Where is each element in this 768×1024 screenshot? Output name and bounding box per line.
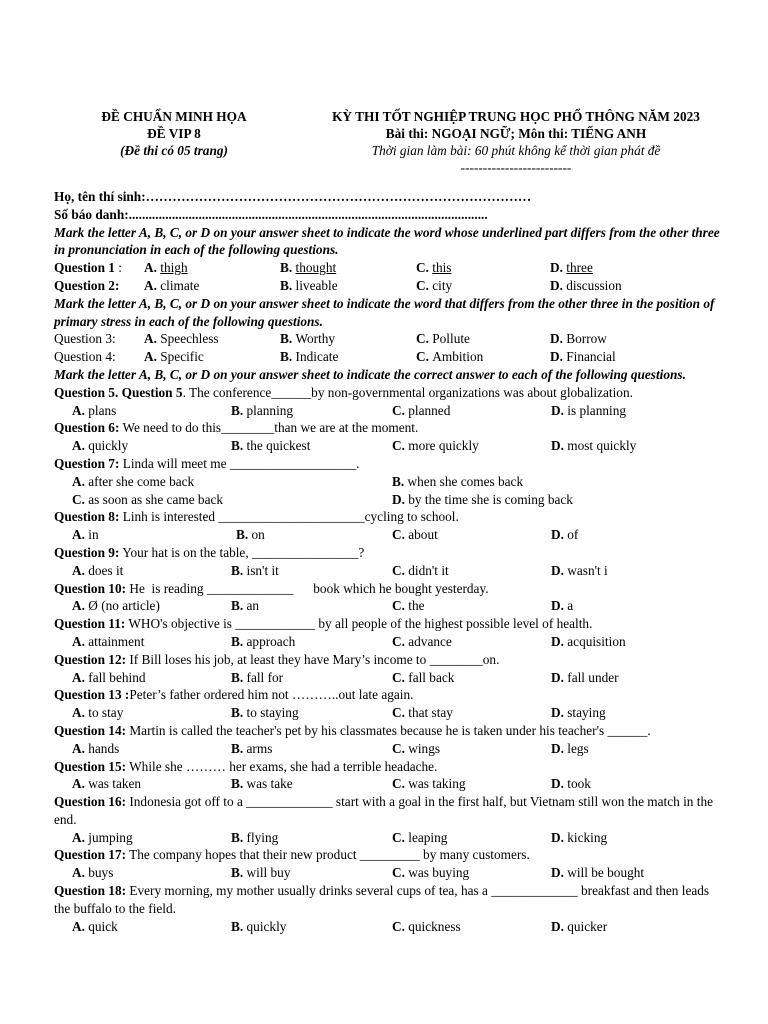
q8-d-letter: D. bbox=[551, 527, 564, 543]
q12-d-letter: D. bbox=[551, 669, 564, 685]
q8-b-letter: B. bbox=[236, 527, 249, 543]
q4-a-word: Specific bbox=[160, 349, 204, 365]
q16-d-letter: D. bbox=[551, 829, 564, 845]
question-7-options-cd bbox=[54, 491, 728, 509]
q4-c-word: Ambition bbox=[432, 349, 484, 365]
header-left-line-1: ĐỀ CHUẨN MINH HỌA bbox=[101, 109, 247, 124]
q10-d-text: a bbox=[563, 598, 574, 614]
question-7-stem bbox=[54, 455, 728, 473]
q7-label: Question 7: bbox=[54, 455, 120, 471]
question-6-stem bbox=[54, 419, 728, 437]
q7-d-letter: D. bbox=[392, 491, 405, 507]
q16-text: Indonesia got off to a _____________ start with a goal in the first half, but Vietnam still won the match in the end. bbox=[54, 794, 714, 827]
question-11-stem bbox=[54, 615, 728, 633]
q8-a-letter: A. bbox=[72, 527, 85, 543]
q10-b-letter: B. bbox=[231, 598, 244, 614]
q10-a-letter: A. bbox=[72, 598, 85, 614]
q17-b-letter: B. bbox=[231, 865, 244, 881]
q15-c-text: was taking bbox=[404, 776, 466, 792]
q7-a-text: after she come back bbox=[84, 473, 195, 489]
q14-label: Question 14: bbox=[54, 722, 127, 738]
q18-d-text: quicker bbox=[563, 918, 608, 934]
question-13-options bbox=[54, 704, 728, 722]
q14-b-letter: B. bbox=[231, 740, 244, 756]
q5-label: Question 5 bbox=[54, 384, 115, 400]
question-8-options bbox=[54, 526, 728, 544]
q14-d-text: legs bbox=[563, 740, 589, 756]
question-17-options bbox=[54, 864, 728, 882]
q14-c-letter: C. bbox=[392, 740, 405, 756]
question-13-stem bbox=[54, 686, 728, 704]
q9-d-letter: D. bbox=[551, 562, 564, 578]
q18-c-text: quickness bbox=[404, 918, 461, 934]
question-15-stem bbox=[54, 758, 728, 776]
q4-label: Question 4: bbox=[54, 349, 116, 365]
q7-a-letter: A. bbox=[72, 473, 85, 489]
q5-c-letter: C. bbox=[392, 402, 405, 418]
q7-d-text: by the time she is coming back bbox=[404, 491, 573, 507]
q11-text: WHO's objective is ____________ by all people of the highest possible level of health. bbox=[125, 616, 593, 632]
q15-text: While she ……… her exams, she had a terrible headache. bbox=[126, 758, 438, 774]
q8-c-letter: C. bbox=[392, 527, 405, 543]
q6-c-text: more quickly bbox=[404, 438, 479, 454]
q4-d-letter: D. bbox=[550, 349, 567, 365]
q3-d-letter: D. bbox=[550, 331, 567, 347]
q12-a-text: fall behind bbox=[84, 669, 146, 685]
q5-d-letter: D. bbox=[551, 402, 564, 418]
q7-c-letter: C. bbox=[72, 491, 85, 507]
q11-a-text: attainment bbox=[84, 633, 145, 649]
q18-b-letter: B. bbox=[231, 918, 244, 934]
q17-a-text: buys bbox=[84, 865, 114, 881]
q14-c-text: wings bbox=[404, 740, 441, 756]
q12-label: Question 12: bbox=[54, 651, 127, 667]
q9-label: Question 9: bbox=[54, 544, 120, 560]
q3-a-letter: A. bbox=[144, 331, 161, 347]
section-stress: Mark the letter A, B, C, or D on your answer sheet to indicate the word that differs from the other three in the position of primary stress in each of the following questions. bbox=[54, 295, 715, 329]
question-17-stem bbox=[54, 846, 728, 864]
q8-a-text: in bbox=[84, 527, 99, 543]
q4-d-word: Financial bbox=[566, 349, 616, 365]
q10-d-letter: D. bbox=[551, 598, 564, 614]
q17-label: Question 17: bbox=[54, 847, 127, 863]
q4-a-letter: A. bbox=[144, 349, 161, 365]
candidate-number: Số báo danh:............................................................................................................ bbox=[54, 206, 488, 222]
question-18-options bbox=[54, 918, 728, 936]
question-3 bbox=[54, 330, 728, 348]
q17-text: The company hopes that their new product _________ by many customers. bbox=[126, 847, 530, 863]
question-14-options bbox=[54, 740, 728, 758]
q8-text: Linh is interested ______________________cycling to school. bbox=[119, 509, 459, 525]
q13-label: Question 13 : bbox=[54, 687, 130, 703]
q9-a-text: does it bbox=[84, 562, 124, 578]
q6-a-text: quickly bbox=[84, 438, 129, 454]
q16-a-text: jumping bbox=[84, 829, 133, 845]
q10-c-text: the bbox=[404, 598, 425, 614]
q11-c-letter: C. bbox=[392, 633, 405, 649]
q17-b-text: will buy bbox=[243, 865, 291, 881]
question-4 bbox=[54, 348, 728, 366]
q12-b-letter: B. bbox=[231, 669, 244, 685]
q2-c-letter: C. bbox=[416, 277, 433, 293]
q8-label: Question 8: bbox=[54, 509, 120, 525]
q3-b-letter: B. bbox=[280, 331, 296, 347]
q16-a-letter: A. bbox=[72, 829, 85, 845]
q17-c-text: was buying bbox=[404, 865, 470, 881]
q6-d-letter: D. bbox=[551, 438, 564, 454]
q7-b-letter: B. bbox=[392, 473, 405, 489]
question-10-stem bbox=[54, 580, 728, 598]
q18-a-text: quick bbox=[84, 918, 118, 934]
q15-b-text: was take bbox=[243, 776, 293, 792]
q10-c-letter: C. bbox=[392, 598, 405, 614]
q9-a-letter: A. bbox=[72, 562, 85, 578]
question-18-stem bbox=[54, 882, 728, 918]
q2-a-letter: A. bbox=[144, 277, 161, 293]
q2-label: Question 2: bbox=[54, 277, 120, 293]
q13-a-letter: A. bbox=[72, 705, 85, 721]
question-16-options bbox=[54, 829, 728, 847]
q9-text: Your hat is on the table, ________________? bbox=[119, 544, 365, 560]
q11-c-text: advance bbox=[404, 633, 452, 649]
q4-b-word: Indicate bbox=[295, 349, 339, 365]
q1-sep: : bbox=[114, 260, 122, 276]
q4-c-letter: C. bbox=[416, 349, 433, 365]
q15-label: Question 15: bbox=[54, 758, 127, 774]
q12-d-text: fall under bbox=[563, 669, 619, 685]
q7-b-text: when she comes back bbox=[404, 473, 524, 489]
q1-d-word: three bbox=[566, 260, 593, 276]
section-pronunciation: Mark the letter A, B, C, or D on your answer sheet to indicate the word whose underlined part differs from the other three in pronunciation in each of the following questions. bbox=[54, 224, 720, 258]
q6-a-letter: A. bbox=[72, 438, 85, 454]
q18-c-letter: C. bbox=[392, 918, 405, 934]
q13-c-text: that stay bbox=[404, 705, 453, 721]
q8-b-text: on bbox=[248, 527, 265, 543]
q18-label: Question 18: bbox=[54, 883, 127, 899]
header-right-line-3: Thời gian làm bài: 60 phút không kể thời gian phát đề bbox=[371, 143, 661, 158]
q16-d-text: kicking bbox=[563, 829, 608, 845]
q3-c-word: Pollute bbox=[432, 331, 470, 347]
exam-header bbox=[54, 108, 728, 178]
q6-c-letter: C. bbox=[392, 438, 405, 454]
q18-a-letter: A. bbox=[72, 918, 85, 934]
q1-d-letter: D. bbox=[550, 260, 567, 276]
q6-b-text: the quickest bbox=[243, 438, 311, 454]
q5-label-repeat: . Question 5 bbox=[114, 384, 183, 400]
q17-d-letter: D. bbox=[551, 865, 564, 881]
q13-text: Peter’s father ordered him not ………..out late again. bbox=[129, 687, 414, 703]
q1-a-word: thigh bbox=[160, 260, 188, 276]
q2-c-word: city bbox=[432, 277, 453, 293]
q11-d-letter: D. bbox=[551, 633, 564, 649]
q6-text: We need to do this________than we are at the moment. bbox=[119, 420, 419, 436]
q11-b-text: approach bbox=[243, 633, 296, 649]
q5-c-text: planned bbox=[404, 402, 451, 418]
q10-a-text: Ø (no article) bbox=[84, 598, 160, 614]
q1-label: Question 1 bbox=[54, 260, 115, 276]
q8-c-text: about bbox=[404, 527, 438, 543]
header-left-line-2: ĐỀ VIP 8 bbox=[147, 126, 201, 141]
q1-b-letter: B. bbox=[280, 260, 296, 276]
q14-b-text: arms bbox=[243, 740, 273, 756]
q16-label: Question 16: bbox=[54, 794, 127, 810]
question-12-stem bbox=[54, 651, 728, 669]
q14-a-text: hands bbox=[84, 740, 120, 756]
q7-c-text: as soon as she came back bbox=[84, 491, 224, 507]
q1-a-letter: A. bbox=[144, 260, 161, 276]
q15-a-letter: A. bbox=[72, 776, 85, 792]
q11-d-text: acquisition bbox=[563, 633, 626, 649]
q2-d-word: discussion bbox=[566, 277, 622, 293]
question-1 bbox=[54, 259, 728, 277]
q15-d-text: took bbox=[563, 776, 591, 792]
exam-page bbox=[54, 108, 728, 935]
q18-d-letter: D. bbox=[551, 918, 564, 934]
q12-c-text: fall back bbox=[404, 669, 455, 685]
candidate-name: Họ, tên thí sinh:…………………………………………………………………………… bbox=[54, 189, 532, 204]
q12-text: If Bill loses his job, at least they have Mary’s income to ________on. bbox=[126, 651, 500, 667]
q12-a-letter: A. bbox=[72, 669, 85, 685]
question-10-options bbox=[54, 597, 728, 615]
q9-c-letter: C. bbox=[392, 562, 405, 578]
question-5-options bbox=[54, 402, 728, 420]
q10-text: He is reading _____________ book which he bought yesterday. bbox=[126, 580, 489, 596]
q11-label: Question 11: bbox=[54, 616, 126, 632]
question-2 bbox=[54, 277, 728, 295]
question-9-options bbox=[54, 562, 728, 580]
q16-b-letter: B. bbox=[231, 829, 244, 845]
question-14-stem bbox=[54, 722, 728, 740]
q12-c-letter: C. bbox=[392, 669, 405, 685]
question-15-options bbox=[54, 775, 728, 793]
q16-b-text: flying bbox=[243, 829, 279, 845]
q3-d-word: Borrow bbox=[566, 331, 607, 347]
q15-d-letter: D. bbox=[551, 776, 564, 792]
q18-b-text: quickly bbox=[243, 918, 287, 934]
q17-c-letter: C. bbox=[392, 865, 405, 881]
q17-a-letter: A. bbox=[72, 865, 85, 881]
q13-d-text: staying bbox=[563, 705, 606, 721]
q6-b-letter: B. bbox=[231, 438, 244, 454]
q3-b-word: Worthy bbox=[295, 331, 336, 347]
question-12-options bbox=[54, 669, 728, 687]
q13-c-letter: C. bbox=[392, 705, 405, 721]
q15-c-letter: C. bbox=[392, 776, 405, 792]
q5-text: . The conference______by non-governmental organizations was about globalization. bbox=[182, 384, 633, 400]
q14-text: Martin is called the teacher's pet by his classmates because he is taken under his teacher's ______. bbox=[126, 722, 651, 738]
q16-c-letter: C. bbox=[392, 829, 405, 845]
q13-d-letter: D. bbox=[551, 705, 564, 721]
q13-b-letter: B. bbox=[231, 705, 244, 721]
section-correct-answer: Mark the letter A, B, C, or D on your answer sheet to indicate the correct answer to each of the following questions. bbox=[54, 366, 686, 382]
header-right-line-4: ------------------------- bbox=[460, 160, 572, 175]
q5-d-text: is planning bbox=[563, 402, 626, 418]
q10-label: Question 10: bbox=[54, 580, 127, 596]
question-6-options bbox=[54, 437, 728, 455]
question-9-stem bbox=[54, 544, 728, 562]
q5-a-letter: A. bbox=[72, 402, 85, 418]
q2-d-letter: D. bbox=[550, 277, 567, 293]
q8-d-text: of bbox=[563, 527, 579, 543]
q15-a-text: was taken bbox=[84, 776, 142, 792]
header-right-line-2: Bài thi: NGOẠI NGỮ; Môn thi: TIẾNG ANH bbox=[385, 126, 647, 141]
q3-a-word: Speechless bbox=[160, 331, 219, 347]
q6-label: Question 6: bbox=[54, 420, 120, 436]
q6-d-text: most quickly bbox=[563, 438, 637, 454]
q10-b-text: an bbox=[243, 598, 260, 614]
q9-b-text: isn't it bbox=[243, 562, 279, 578]
question-11-options bbox=[54, 633, 728, 651]
q18-text: Every morning, my mother usually drinks several cups of tea, has a _____________ breakfast and then leads the buffalo to the field. bbox=[54, 883, 710, 916]
q11-b-letter: B. bbox=[231, 633, 244, 649]
q17-d-text: will be bought bbox=[563, 865, 645, 881]
q9-b-letter: B. bbox=[231, 562, 244, 578]
q1-b-word: thought bbox=[295, 260, 337, 276]
q9-c-text: didn't it bbox=[404, 562, 449, 578]
q2-b-word: liveable bbox=[295, 277, 338, 293]
q5-b-text: planning bbox=[243, 402, 294, 418]
question-16-stem bbox=[54, 793, 728, 829]
q12-b-text: fall for bbox=[243, 669, 284, 685]
q14-a-letter: A. bbox=[72, 740, 85, 756]
q13-b-text: to staying bbox=[243, 705, 299, 721]
q16-c-text: leaping bbox=[404, 829, 448, 845]
question-7-options-ab bbox=[54, 473, 728, 491]
q2-b-letter: B. bbox=[280, 277, 296, 293]
q3-c-letter: C. bbox=[416, 331, 433, 347]
q4-b-letter: B. bbox=[280, 349, 296, 365]
header-left-line-3: (Đề thi có 05 trang) bbox=[120, 143, 228, 158]
question-5-stem bbox=[54, 384, 728, 402]
q11-a-letter: A. bbox=[72, 633, 85, 649]
q3-label: Question 3: bbox=[54, 331, 116, 347]
q14-d-letter: D. bbox=[551, 740, 564, 756]
q2-a-word: climate bbox=[160, 277, 200, 293]
q15-b-letter: B. bbox=[231, 776, 244, 792]
q5-a-text: plans bbox=[84, 402, 117, 418]
question-8-stem bbox=[54, 508, 728, 526]
q5-b-letter: B. bbox=[231, 402, 244, 418]
q7-text: Linda will meet me ___________________. bbox=[119, 455, 360, 471]
q9-d-text: wasn't i bbox=[563, 562, 608, 578]
header-right-line-1: KỲ THI TỐT NGHIỆP TRUNG HỌC PHỔ THÔNG NĂM 2023 bbox=[332, 109, 700, 124]
q13-a-text: to stay bbox=[84, 705, 124, 721]
q1-c-letter: C. bbox=[416, 260, 433, 276]
q1-c-word: this bbox=[432, 260, 452, 276]
